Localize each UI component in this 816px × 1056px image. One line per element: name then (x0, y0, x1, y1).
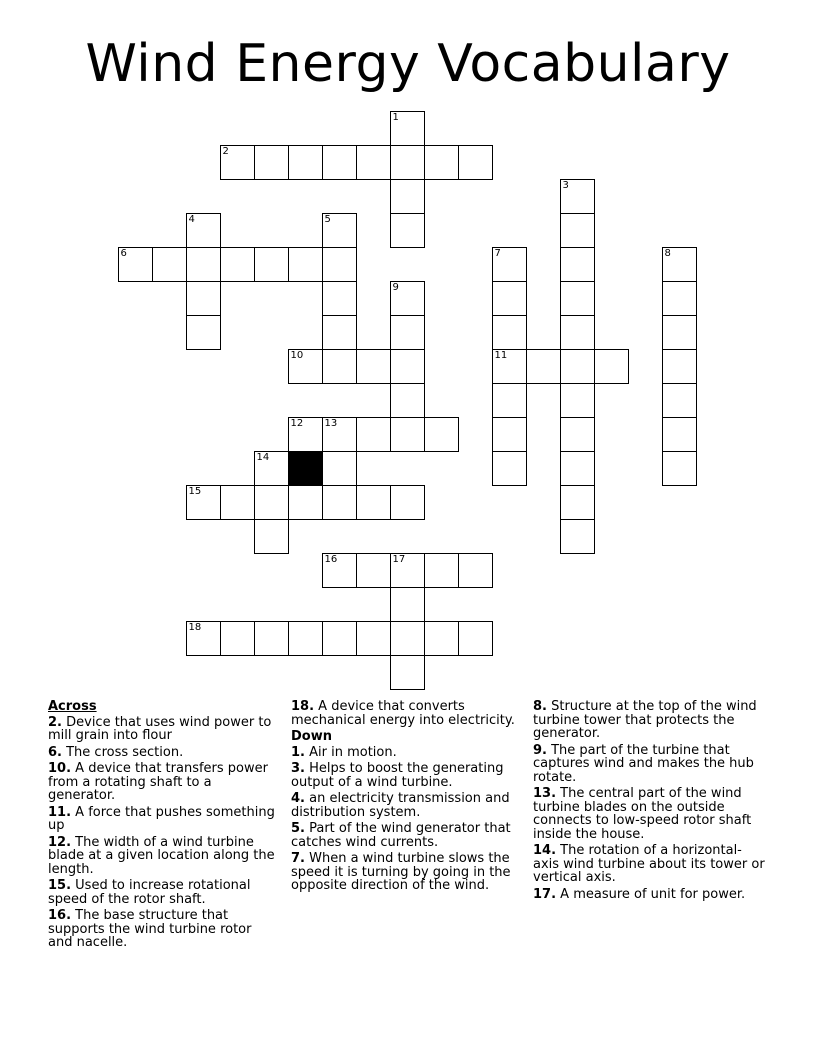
clue-number-label: 11. (48, 804, 72, 820)
grid-cell[interactable] (322, 349, 357, 384)
clue-text: Helps to boost the generating output of a wind turbine. (291, 761, 504, 790)
clue-number-label: 1. (291, 744, 305, 760)
clue-number-label: 9. (533, 742, 547, 758)
clue-number: 12 (290, 417, 304, 429)
clue-text: Used to increase rotational speed of the rotor shaft. (48, 878, 251, 907)
grid-cell[interactable] (390, 111, 425, 146)
grid-cell[interactable] (254, 451, 289, 486)
grid-cell[interactable] (560, 485, 595, 520)
grid-cell[interactable] (492, 451, 527, 486)
grid-cell[interactable] (322, 451, 357, 486)
clue-item (48, 909, 280, 950)
grid-cell[interactable] (220, 247, 255, 282)
clue-text: Structure at the top of the wind turbine tower that protects the generator. (533, 699, 757, 741)
grid-cell[interactable] (390, 417, 425, 452)
grid-cell[interactable] (662, 383, 697, 418)
clue-number: 9 (392, 281, 399, 293)
clue-item (291, 822, 523, 849)
clue-number-label: 6. (48, 744, 62, 760)
clue-text: Air in motion. (304, 744, 397, 760)
clue-column-3 (533, 700, 765, 904)
clue-number-label: 3. (291, 761, 305, 776)
grid-cell[interactable] (662, 451, 697, 486)
grid-cell[interactable] (390, 383, 425, 418)
clue-number: 8 (664, 247, 671, 259)
clue-item (291, 852, 523, 893)
clue-number-label: 8. (533, 699, 547, 714)
clue-text: The base structure that supports the wind turbine rotor and nacelle. (48, 908, 252, 950)
clue-item (48, 836, 280, 877)
grid-cell[interactable] (390, 621, 425, 656)
grid-cell[interactable] (118, 247, 153, 282)
grid-cell[interactable] (186, 621, 221, 656)
across-heading: Across (48, 699, 97, 714)
clue-number: 5 (324, 213, 331, 225)
grid-cell[interactable] (492, 349, 527, 384)
clue-number-label: 13. (533, 786, 557, 801)
clue-text: Part of the wind generator that catches wind currents. (291, 821, 511, 850)
clue-number-label: 10. (48, 761, 72, 776)
grid-cell[interactable] (254, 621, 289, 656)
grid-cell[interactable] (492, 315, 527, 350)
grid-cell[interactable] (356, 621, 391, 656)
grid-cell[interactable] (560, 417, 595, 452)
grid-cell[interactable] (254, 485, 289, 520)
clue-text: When a wind turbine slows the speed it is turning by going in the opposite direction of the wind. (291, 851, 511, 893)
clue-number-label: 16. (48, 908, 72, 923)
grid-cell[interactable] (220, 485, 255, 520)
grid-cell[interactable] (458, 553, 493, 588)
clue-text: Device that uses wind power to mill grain into flour (48, 714, 272, 743)
grid-cell[interactable] (526, 349, 561, 384)
grid-cell[interactable] (560, 383, 595, 418)
grid-cell[interactable] (662, 417, 697, 452)
clue-item (533, 744, 765, 785)
grid-cell[interactable] (560, 247, 595, 282)
grid-cell[interactable] (390, 213, 425, 248)
grid-cell[interactable] (356, 485, 391, 520)
clue-item (533, 700, 765, 741)
grid-cell[interactable] (390, 587, 425, 622)
grid-cell[interactable] (186, 315, 221, 350)
clue-number-label: 15. (48, 878, 72, 893)
grid-cell[interactable] (186, 281, 221, 316)
clue-item (533, 888, 765, 902)
grid-cell[interactable] (322, 417, 357, 452)
grid-cell[interactable] (288, 621, 323, 656)
grid-cell[interactable] (288, 417, 323, 452)
clue-text: A force that pushes something up (48, 804, 275, 833)
grid-cell[interactable] (254, 247, 289, 282)
grid-cell[interactable] (322, 145, 357, 180)
grid-cell[interactable] (560, 281, 595, 316)
clue-item (48, 806, 280, 833)
grid-cell[interactable] (662, 281, 697, 316)
grid-cell[interactable] (424, 417, 459, 452)
clue-number-label: 4. (291, 791, 305, 806)
grid-cell[interactable] (356, 417, 391, 452)
clue-number: 7 (494, 247, 501, 259)
clue-text: The width of a wind turbine blade at a given location along the length. (48, 834, 275, 877)
clue-text: The rotation of a horizontal-axis wind turbine about its tower or vertical axis. (533, 843, 765, 885)
clue-number: 15 (188, 485, 202, 497)
clue-number: 14 (256, 451, 270, 463)
clue-column-1 (48, 700, 280, 953)
clue-number-label: 14. (533, 843, 557, 858)
grid-cell[interactable] (390, 145, 425, 180)
clue-number-label: 7. (291, 851, 305, 866)
grid-cell[interactable] (220, 621, 255, 656)
clue-item (291, 792, 523, 819)
grid-cell[interactable] (322, 247, 357, 282)
grid-cell[interactable] (390, 349, 425, 384)
clue-text: A measure of unit for power. (556, 886, 746, 902)
grid-cell[interactable] (458, 621, 493, 656)
clue-number: 16 (324, 553, 338, 565)
grid-cell[interactable] (662, 247, 697, 282)
clue-number: 3 (562, 179, 569, 191)
clue-text: an electricity transmission and distribution system. (291, 791, 510, 820)
grid-cell[interactable] (288, 485, 323, 520)
clue-number: 4 (188, 213, 195, 225)
clue-number: 1 (392, 111, 399, 123)
clue-item (533, 787, 765, 841)
clue-item (291, 762, 523, 789)
clue-text: The central part of the wind turbine blades on the outside connects to low-speed rotor shaft inside the house. (533, 786, 752, 842)
clue-number: 10 (290, 349, 304, 361)
grid-cell[interactable] (356, 553, 391, 588)
grid-cell[interactable] (288, 349, 323, 384)
grid-cell[interactable] (152, 247, 187, 282)
grid-cell[interactable] (288, 145, 323, 180)
grid-cell[interactable] (560, 349, 595, 384)
grid-cell[interactable] (390, 179, 425, 214)
grid-cell[interactable] (390, 315, 425, 350)
grid-cell[interactable] (492, 281, 527, 316)
grid-cell[interactable] (662, 315, 697, 350)
grid-cell[interactable] (390, 281, 425, 316)
clue-item (48, 716, 280, 743)
clue-text: The cross section. (61, 744, 184, 760)
grid-cell[interactable] (492, 383, 527, 418)
grid-cell[interactable] (492, 417, 527, 452)
grid-cell[interactable] (424, 553, 459, 588)
clue-column-2 (291, 700, 523, 896)
grid-cell[interactable] (594, 349, 629, 384)
clue-number: 6 (120, 247, 127, 259)
grid-cell[interactable] (220, 145, 255, 180)
grid-cell[interactable] (322, 553, 357, 588)
clue-number-label: 17. (533, 886, 557, 902)
clue-number: 13 (324, 417, 338, 429)
grid-cell[interactable] (560, 213, 595, 248)
clue-item (48, 879, 280, 906)
puzzle-title: Wind Energy Vocabulary (85, 34, 731, 94)
clue-number-label: 12. (48, 834, 72, 850)
clue-text: A device that transfers power from a rotating shaft to a generator. (48, 761, 268, 803)
grid-cell[interactable] (560, 451, 595, 486)
clue-item (48, 762, 280, 803)
grid-cell[interactable] (254, 145, 289, 180)
clue-item (48, 746, 280, 760)
grid-cell[interactable] (560, 179, 595, 214)
clue-item (291, 746, 523, 760)
grid-cell[interactable] (322, 281, 357, 316)
clue-number-label: 5. (291, 821, 305, 836)
clue-text: A device that converts mechanical energy into electricity. (291, 699, 515, 728)
grid-cell[interactable] (390, 485, 425, 520)
clue-item (291, 700, 523, 727)
grid-cell[interactable] (356, 349, 391, 384)
clue-text: The part of the turbine that captures wind and makes the hub rotate. (533, 742, 754, 785)
grid-cell[interactable] (424, 145, 459, 180)
grid-cell[interactable] (424, 621, 459, 656)
grid-cell[interactable] (322, 213, 357, 248)
grid-cell[interactable] (322, 621, 357, 656)
grid-cell[interactable] (458, 145, 493, 180)
clue-item (533, 844, 765, 885)
grid-cell[interactable] (186, 247, 221, 282)
clue-number-label: 18. (291, 699, 315, 714)
grid-cell[interactable] (322, 315, 357, 350)
black-square (288, 451, 323, 486)
grid-cell[interactable] (560, 519, 595, 554)
grid-cell[interactable] (356, 145, 391, 180)
grid-cell[interactable] (390, 655, 425, 690)
grid-cell[interactable] (186, 213, 221, 248)
clue-number: 17 (392, 553, 406, 565)
grid-cell[interactable] (390, 553, 425, 588)
grid-cell[interactable] (560, 315, 595, 350)
clue-number: 2 (222, 145, 229, 157)
clue-number-label: 2. (48, 714, 62, 730)
grid-cell[interactable] (186, 485, 221, 520)
grid-cell[interactable] (288, 247, 323, 282)
down-heading: Down (291, 729, 332, 744)
clue-number: 11 (494, 349, 508, 361)
clue-number: 18 (188, 621, 202, 633)
grid-cell[interactable] (662, 349, 697, 384)
grid-cell[interactable] (254, 519, 289, 554)
grid-cell[interactable] (322, 485, 357, 520)
grid-cell[interactable] (492, 247, 527, 282)
